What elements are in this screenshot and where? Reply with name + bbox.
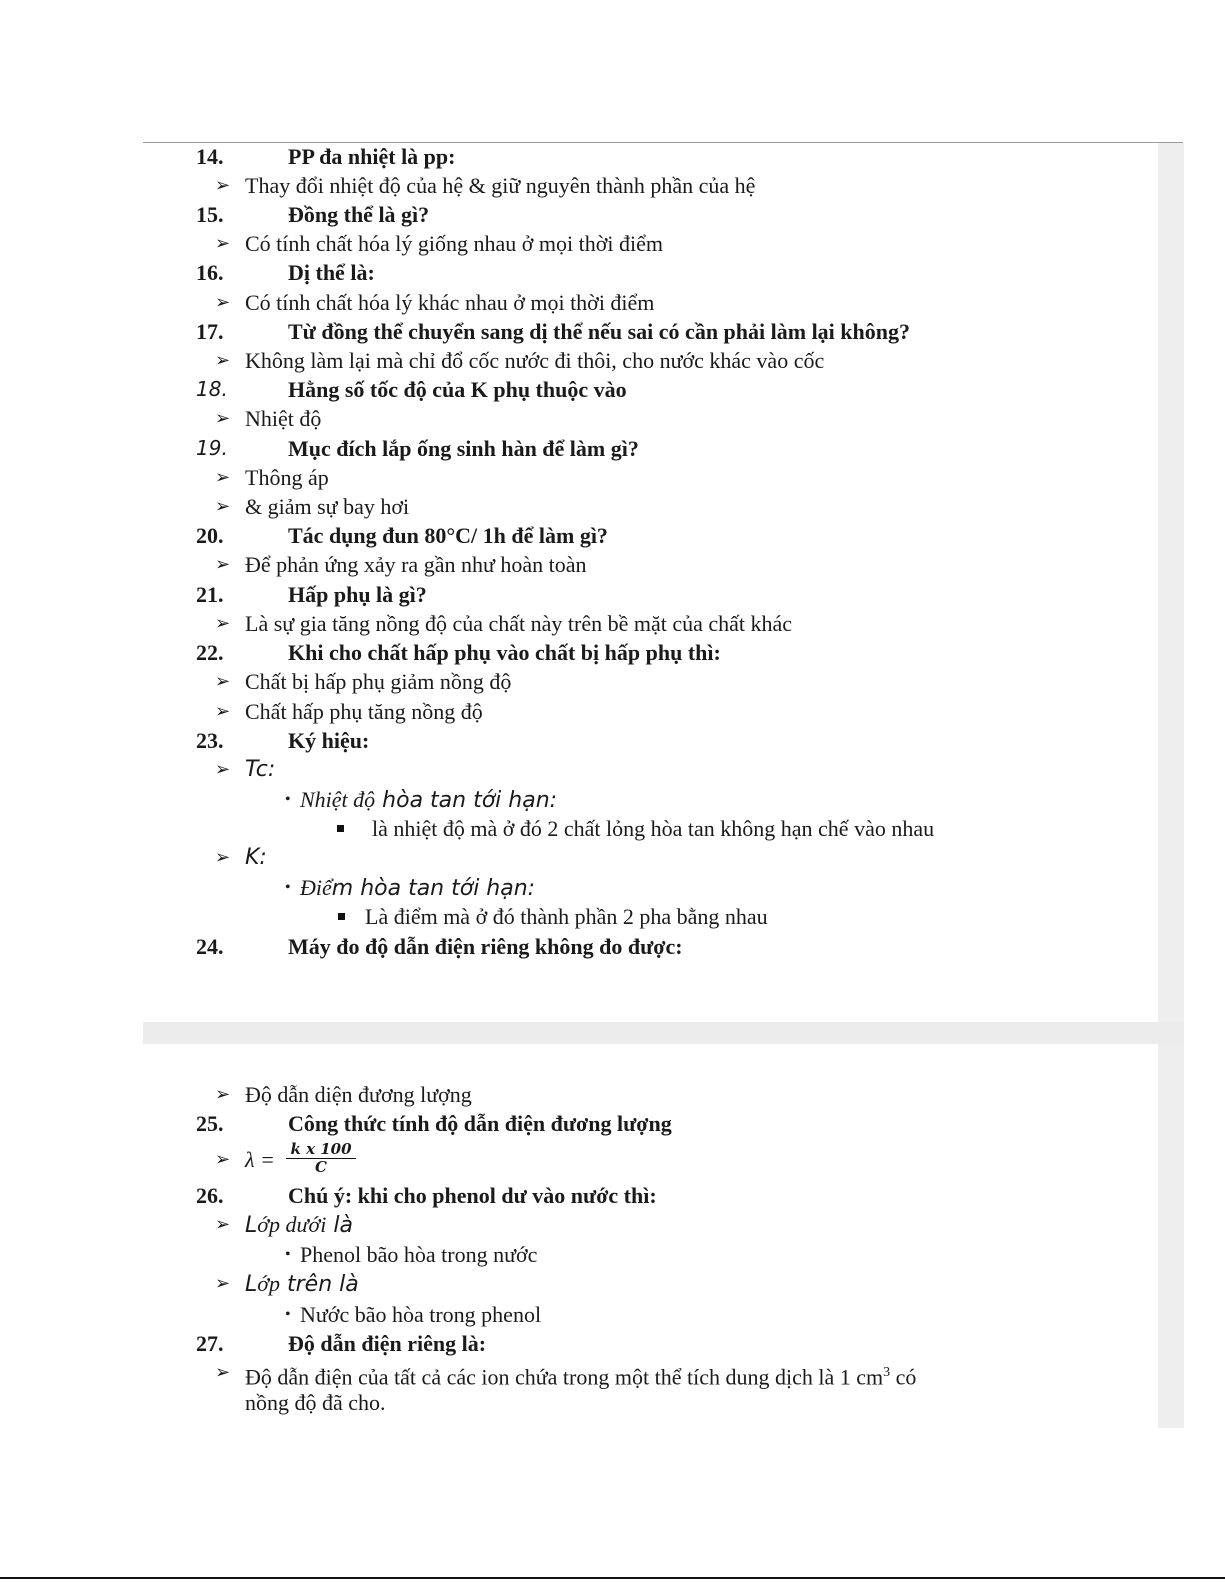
answer-item	[0, 550, 1225, 579]
question-text: Mục đích lắp ống sinh hàn để làm gì?	[288, 436, 639, 461]
text-part: L	[245, 1213, 258, 1238]
question-19	[0, 434, 1225, 463]
answer-text: Thay đổi nhiệt độ của hệ & giữ nguyên thành phần của hệ	[245, 173, 756, 198]
text-part: trên là	[280, 1272, 359, 1297]
answer-text: nồng độ đã cho.	[245, 1390, 386, 1415]
superscript: 3	[883, 1365, 891, 1380]
arrow-bullet-icon: ➢	[215, 1362, 231, 1383]
arrow-bullet-icon: ➢	[215, 554, 231, 575]
square-bullet-icon	[337, 825, 344, 832]
sub-item-text	[300, 785, 557, 815]
question-number: 17.	[196, 319, 224, 344]
question-text: Hấp phụ là gì?	[288, 582, 427, 607]
question-text: PP đa nhiệt là pp:	[288, 144, 456, 169]
question-text: Khi cho chất hấp phụ vào chất bị hấp phụ thì:	[288, 640, 721, 665]
question-22	[0, 638, 1225, 667]
answer-item	[0, 609, 1225, 638]
arrow-bullet-icon: ➢	[215, 350, 231, 371]
question-25	[0, 1109, 1225, 1138]
arrow-bullet-icon: ➢	[215, 759, 231, 780]
formula-item	[0, 1140, 1225, 1181]
arrow-bullet-icon: ➢	[215, 1214, 231, 1235]
question-text: Máy đo độ dẫn điện riêng không đo được:	[288, 934, 683, 959]
question-23	[0, 726, 1225, 755]
question-24	[0, 932, 1225, 961]
question-number: 26.	[196, 1183, 224, 1208]
text-part: Độ dẫn điện của tất cả các ion chứa trong một thể tích dung dịch là 1 cm	[245, 1364, 884, 1390]
sub-item-text: Nước bão hòa trong phenol	[300, 1302, 542, 1327]
question-number: 20.	[196, 523, 224, 548]
arrow-bullet-icon: ➢	[215, 671, 231, 692]
sub-item-text: Phenol bão hòa trong nước	[300, 1242, 538, 1267]
question-17	[0, 317, 1225, 346]
answer-item	[0, 229, 1225, 258]
question-text: Chú ý: khi cho phenol dư vào nước thì:	[288, 1183, 657, 1208]
bullet-dot-icon: •	[285, 791, 291, 808]
question-18	[0, 375, 1225, 404]
bullet-dot-icon: •	[285, 1306, 291, 1323]
arrow-bullet-icon: ➢	[215, 175, 231, 196]
formula-numerator: k x 100	[286, 1141, 356, 1159]
sub-item	[0, 785, 1225, 814]
arrow-bullet-icon: ➢	[215, 233, 231, 254]
answer-text: Có tính chất hóa lý khác nhau ở mọi thời điểm	[245, 290, 655, 315]
sub-item-rest: m hòa tan tới hạn:	[331, 876, 536, 901]
question-number: 16.	[196, 260, 224, 285]
answer-item	[0, 667, 1225, 696]
question-20	[0, 521, 1225, 550]
question-15	[0, 200, 1225, 229]
definition-text: là nhiệt độ mà ở đó 2 chất lỏng hòa tan không hạn chế vào nhau	[372, 816, 935, 841]
question-number: 21.	[196, 582, 224, 607]
question-text: Tác dụng đun 80°C/ 1h để làm gì?	[288, 523, 608, 548]
formula-fraction	[286, 1141, 356, 1176]
answer-item	[0, 1080, 1225, 1109]
answer-item	[0, 843, 1225, 872]
question-number: 27.	[196, 1331, 224, 1356]
question-14	[0, 142, 1225, 171]
definition-text: Là điểm mà ở đó thành phần 2 pha bằng nhau	[365, 904, 768, 929]
question-26	[0, 1181, 1225, 1210]
question-text: Công thức tính độ dẫn điện đương lượng	[288, 1111, 672, 1136]
arrow-bullet-icon: ➢	[215, 701, 231, 722]
arrow-bullet-icon: ➢	[215, 1273, 231, 1294]
arrow-bullet-icon: ➢	[215, 408, 231, 429]
question-number: 14.	[196, 144, 224, 169]
answer-item	[0, 1358, 1225, 1390]
sub-item-bold: Điể	[300, 875, 332, 900]
sub-item-bold: Nhiệt độ	[300, 787, 376, 812]
answer-text	[245, 1269, 359, 1299]
sub-item	[0, 1240, 1225, 1269]
answer-text: & giảm sự bay hơi	[245, 494, 410, 519]
question-number: 18.	[196, 377, 228, 401]
answer-item	[0, 346, 1225, 375]
answer-text	[245, 1210, 353, 1240]
question-number: 23.	[196, 728, 224, 753]
definition-item	[0, 902, 1225, 931]
text-part: L	[245, 1272, 258, 1297]
answer-text: Chất hấp phụ tăng nồng độ	[245, 699, 483, 724]
text-part: có	[890, 1364, 917, 1390]
sub-item-rest: hòa tan tới hạn:	[375, 788, 558, 813]
text-bold: ớp	[257, 1271, 281, 1296]
formula-denominator: C	[315, 1158, 327, 1176]
answer-item	[0, 404, 1225, 433]
question-text: Đồng thể là gì?	[288, 202, 430, 227]
question-number: 22.	[196, 640, 224, 665]
answer-text: Thông áp	[245, 465, 329, 490]
answer-text: Chất bị hấp phụ giảm nồng độ	[245, 669, 512, 694]
answer-text: Là sự gia tăng nồng độ của chất này trên bề mặt của chất khác	[245, 611, 793, 636]
question-27	[0, 1329, 1225, 1358]
arrow-bullet-icon: ➢	[215, 613, 231, 634]
arrow-bullet-icon: ➢	[215, 292, 231, 313]
answer-text: Nhiệt độ	[245, 406, 322, 431]
answer-item	[0, 492, 1225, 521]
answer-item	[0, 463, 1225, 492]
answer-item	[0, 288, 1225, 317]
question-number: 24.	[196, 934, 224, 959]
bullet-dot-icon: •	[285, 1246, 291, 1263]
arrow-bullet-icon: ➢	[215, 496, 231, 517]
symbol-tc: Tc:	[245, 757, 276, 782]
answer-text: Độ dẫn diện đương lượng	[245, 1082, 472, 1107]
arrow-bullet-icon: ➢	[215, 847, 231, 868]
question-text: Ký hiệu:	[288, 728, 370, 753]
arrow-bullet-icon: ➢	[215, 467, 231, 488]
answer-item	[0, 171, 1225, 200]
question-number: 19.	[196, 436, 228, 460]
answer-item	[0, 1269, 1225, 1298]
definition-item	[0, 814, 1225, 843]
answer-continuation	[0, 1388, 1225, 1417]
answer-text	[245, 1358, 916, 1391]
symbol-k: K:	[245, 845, 267, 870]
page-break-gap	[143, 1022, 1184, 1044]
text-part: là	[326, 1213, 353, 1238]
answer-text: Không làm lại mà chỉ đổ cốc nước đi thôi, cho nước khác vào cốc	[245, 348, 825, 373]
question-text: Dị thể là:	[288, 260, 375, 285]
question-number: 25.	[196, 1111, 224, 1136]
square-bullet-icon	[338, 913, 345, 920]
sub-item-text	[300, 873, 535, 903]
sub-item	[0, 873, 1225, 902]
answer-item	[0, 755, 1225, 784]
sub-item	[0, 1300, 1225, 1329]
bullet-dot-icon: •	[285, 879, 291, 896]
question-text: Từ đồng thể chuyển sang dị thể nếu sai có cần phải làm lại không?	[288, 319, 911, 344]
question-number: 15.	[196, 202, 224, 227]
formula-lambda: λ =	[245, 1147, 275, 1172]
question-16	[0, 258, 1225, 287]
bottom-rule	[0, 1577, 1225, 1579]
answer-item	[0, 697, 1225, 726]
question-21	[0, 580, 1225, 609]
answer-text: Có tính chất hóa lý giống nhau ở mọi thời điểm	[245, 231, 663, 256]
question-text: Độ dẫn điện riêng là:	[288, 1331, 487, 1356]
answer-item	[0, 1210, 1225, 1239]
answer-text: Để phản ứng xảy ra gần như hoàn toàn	[245, 552, 587, 577]
arrow-bullet-icon: ➢	[215, 1149, 231, 1170]
question-text: Hằng số tốc độ của K phụ thuộc vào	[288, 377, 627, 402]
arrow-bullet-icon: ➢	[215, 1084, 231, 1105]
text-bold: ớp dưới	[257, 1212, 327, 1237]
